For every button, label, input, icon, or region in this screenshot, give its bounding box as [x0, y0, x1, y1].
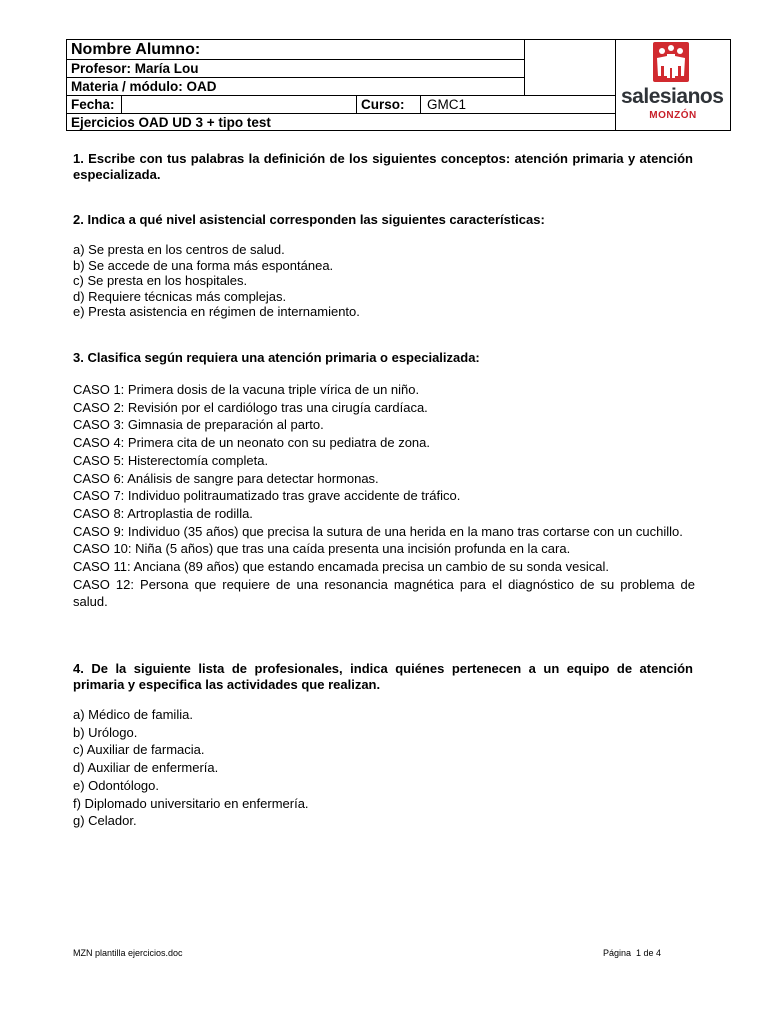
list-item: d) Auxiliar de enfermería. — [73, 760, 219, 776]
list-item: b) Se accede de una forma más espontánea. — [73, 257, 334, 273]
curso-label: Curso: — [361, 97, 405, 112]
list-item: CASO 1: Primera dosis de la vacuna triple vírica de un niño. — [73, 382, 420, 397]
question-1: 1. Escribe con tus palabras la definición de los siguientes conceptos: atención primaria y atención especializada. — [73, 151, 693, 182]
salesianos-figures-icon — [653, 42, 689, 82]
question-3: 3. Clasifica según requiera una atención primaria o especializada: — [73, 350, 480, 365]
nombre-label: Nombre Alumno: — [71, 41, 201, 58]
list-item: CASO 9: Individuo (35 años) que precisa la sutura de una herida en la mano tras cortarse con un cuchillo. — [73, 523, 683, 539]
titulo-label: Ejercicios OAD UD 3 + tipo test — [71, 115, 271, 130]
list-item: CASO 12: Persona que requiere de una resonancia magnética para el diagnóstico de su problema de salud. — [73, 576, 695, 610]
list-item: a) Médico de familia. — [73, 707, 193, 722]
logo-name: salesianos — [621, 85, 724, 108]
list-item: c) Se presta en los hospitales. — [73, 273, 248, 288]
list-item: CASO 3: Gimnasia de preparación al parto. — [73, 417, 324, 433]
divider — [420, 96, 421, 114]
list-item: a) Se presta en los centros de salud. — [73, 242, 285, 257]
logo-subtitle: MONZÓN — [649, 110, 697, 121]
list-item: e) Odontólogo. — [73, 777, 160, 793]
list-item: CASO 10: Niña (5 años) que tras una caída presenta una incisión profunda en la cara. — [73, 541, 571, 557]
list-item: g) Celador. — [73, 813, 137, 829]
divider — [524, 40, 525, 96]
list-item: CASO 8: Artroplastia de rodilla. — [73, 505, 253, 521]
question-4: 4. De la siguiente lista de profesionales, indica quiénes pertenecen a un equipo de atención primaria y especifica las actividades que realizan. — [73, 661, 693, 692]
materia-label: Materia / módulo: OAD — [71, 79, 217, 94]
row-profesor — [67, 60, 525, 78]
list-item: CASO 6: Análisis de sangre para detectar hormonas. — [73, 470, 379, 486]
question-4-list — [73, 706, 695, 830]
list-item: CASO 2: Revisión por el cardiólogo tras una cirugía cardíaca. — [73, 399, 428, 415]
footer-page-number: Página 1 de 4 — [603, 948, 662, 958]
divider — [121, 96, 122, 114]
question-2: 2. Indica a qué nivel asistencial corresponden las siguientes características: — [73, 212, 545, 227]
fecha-label: Fecha: — [71, 97, 115, 112]
list-item: CASO 4: Primera cita de un neonato con su pediatra de zona. — [73, 435, 430, 451]
question-2-list — [73, 242, 695, 320]
curso-value: GMC1 — [427, 97, 467, 112]
list-item: CASO 7: Individuo politraumatizado tras grave accidente de tráfico. — [73, 488, 461, 504]
divider — [356, 96, 357, 114]
list-item: CASO 11: Anciana (89 años) que estando encamada precisa un cambio de su sonda vesical. — [73, 559, 609, 575]
list-item: b) Urólogo. — [73, 724, 138, 740]
list-item: f) Diplomado universitario en enfermería. — [73, 795, 309, 811]
footer-filename: MZN plantilla ejercicios.doc — [73, 948, 183, 958]
list-item: c) Auxiliar de farmacia. — [73, 742, 205, 758]
list-item: CASO 5: Histerectomía completa. — [73, 452, 269, 468]
row-titulo — [67, 114, 615, 131]
list-item: d) Requiere técnicas más complejas. — [73, 288, 287, 304]
row-materia — [67, 78, 615, 96]
list-item: e) Presta asistencia en régimen de internamiento. — [73, 304, 360, 319]
row-nombre — [67, 40, 525, 60]
profesor-label: Profesor: María Lou — [71, 61, 199, 76]
row-fecha — [67, 96, 615, 114]
salesianos-logo — [616, 40, 730, 130]
question-3-list — [73, 381, 695, 611]
